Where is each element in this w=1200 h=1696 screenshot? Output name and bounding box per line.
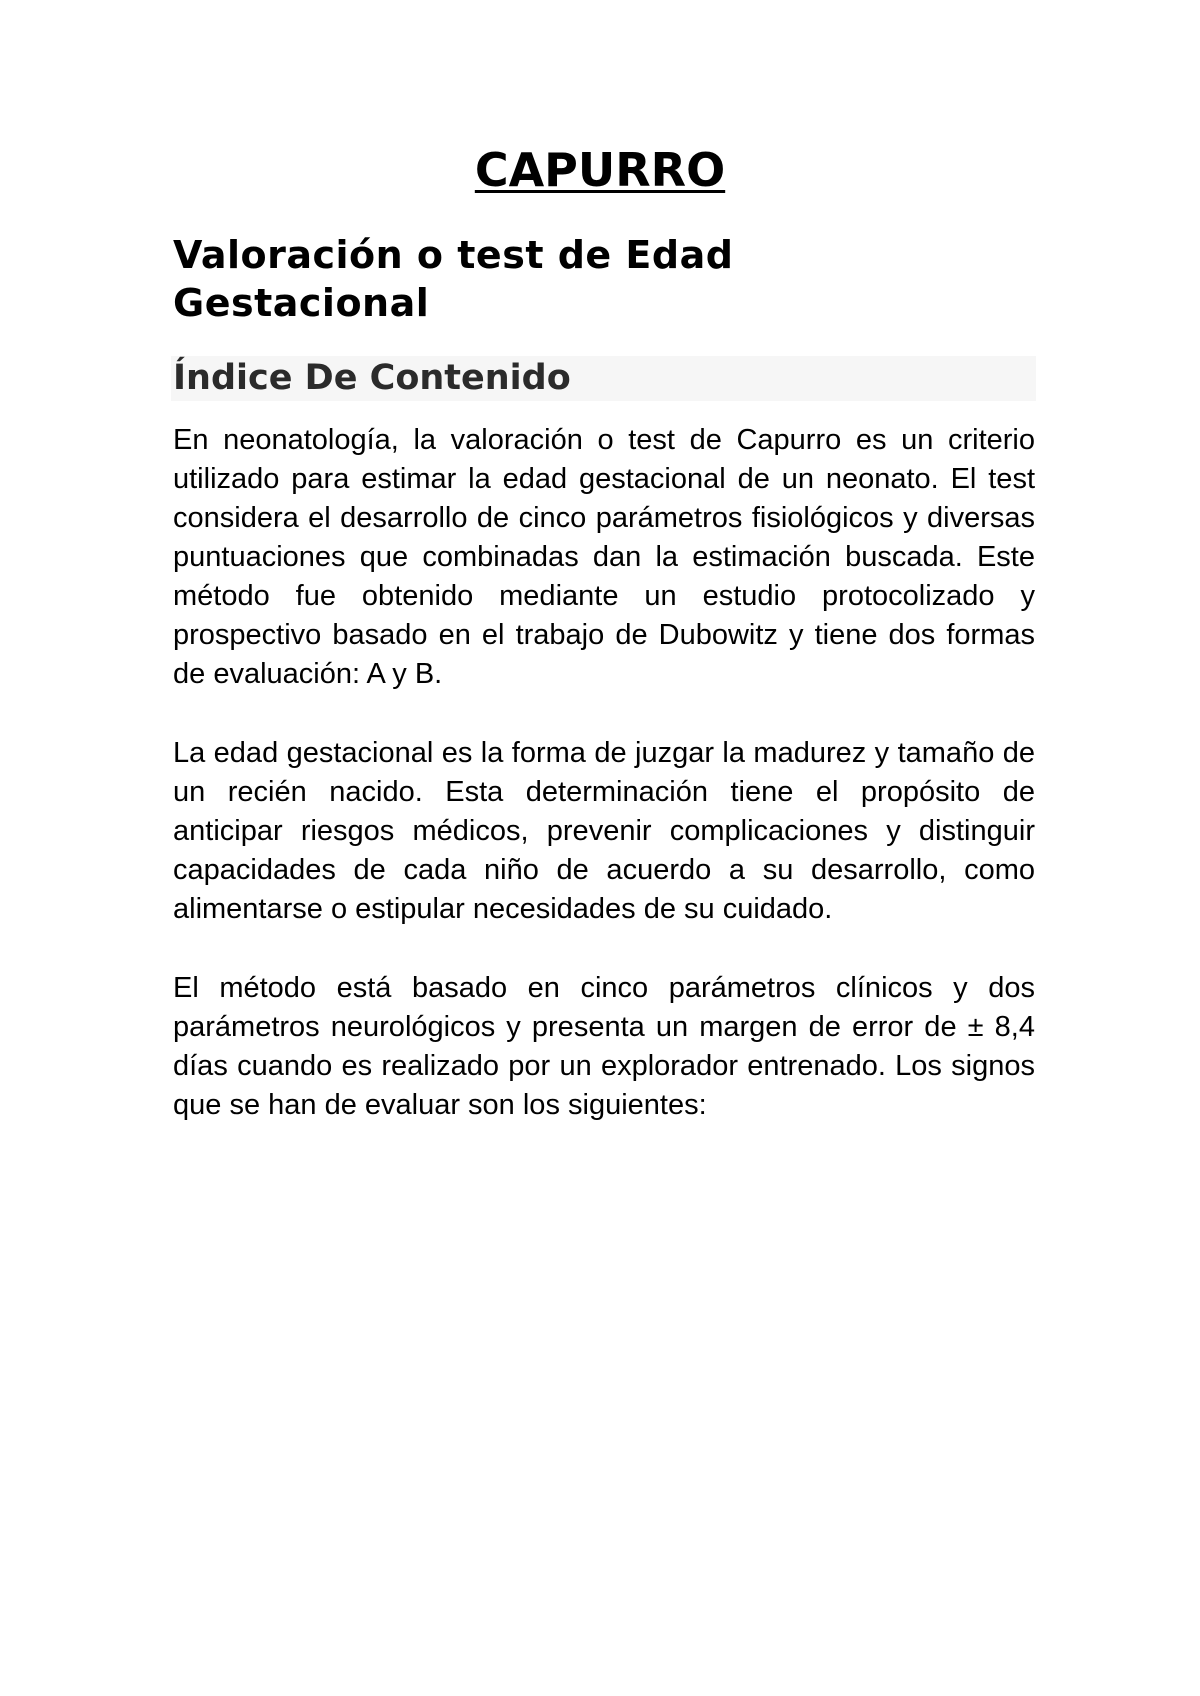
index-heading: Índice De Contenido [171, 356, 1036, 401]
paragraph-gestational-age: La edad gestacional es la forma de juzgar la madurez y tamaño de un recién nacido. Esta determinación tiene el propósito de anticipar riesgos médicos, prevenir complicaciones y distinguir capacidades de cada niño de acuerdo a su desarrollo, como alimentarse o estipular necesidades de su cuidado. [173, 737, 1035, 925]
document-title: CAPURRO [474, 143, 726, 197]
paragraph-intro: En neonatología, la valoración o test de Capurro es un criterio utilizado para estimar la edad gestacional de un neonato. El test considera el desarrollo de cinco parámetros fisiológicos y diversas puntuaciones que combinadas dan la estimación buscada. Este método fue obtenido mediante un estudio protocolizado y prospectivo basado en el trabajo de Dubowitz y tiene dos formas de evaluación: A y B. [173, 424, 1035, 690]
paragraph-method: El método está basado en cinco parámetros clínicos y dos parámetros neurológicos y presenta un margen de error de ± 8,4 días cuando es realizado por un explorador entrenado. Los signos que se han de evaluar son los siguientes: [173, 972, 1035, 1121]
document-subtitle: Valoración o test de Edad Gestacional [173, 233, 734, 325]
